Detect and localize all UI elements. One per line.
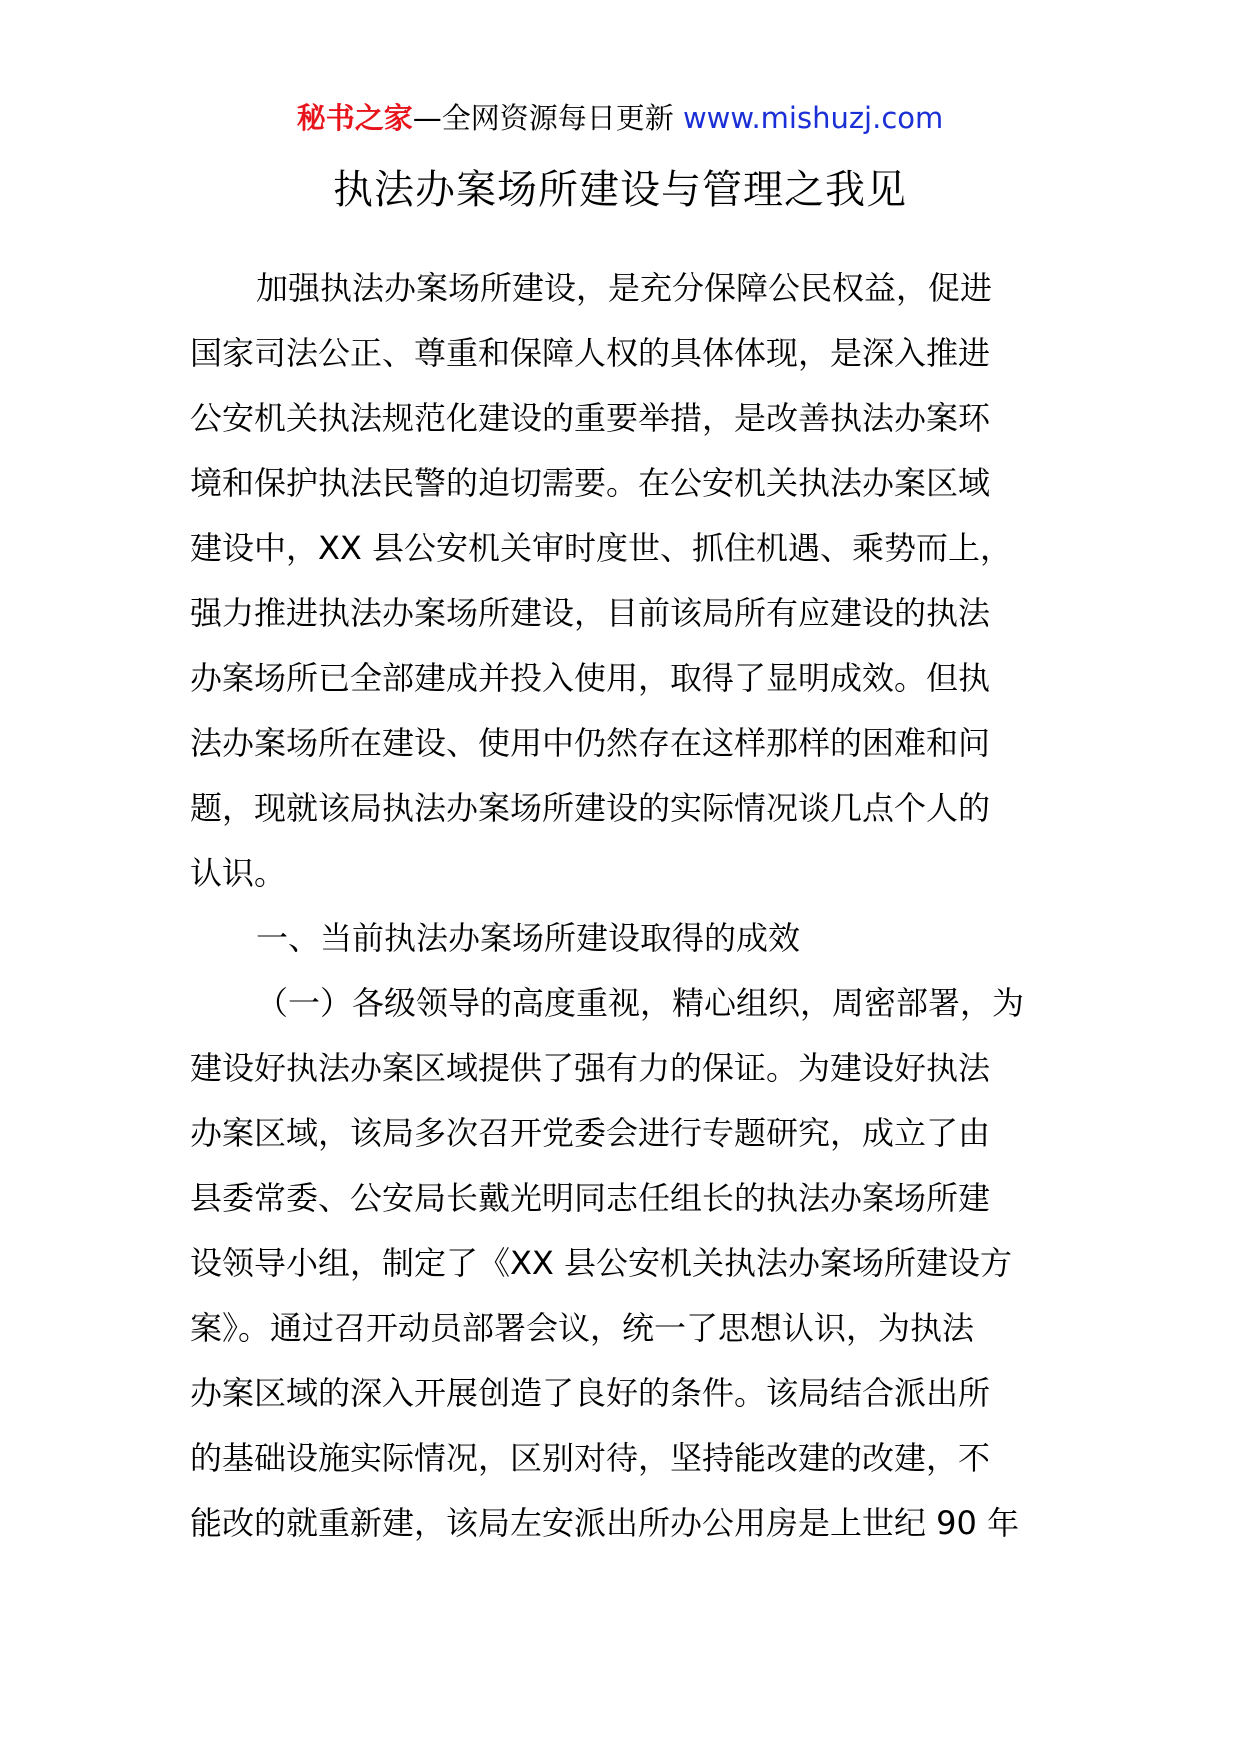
body-paragraph	[190, 971, 1050, 1556]
paragraph-line: 办案区域的深入开展创造了良好的条件。该局结合派出所	[190, 1374, 991, 1412]
intro-paragraph	[190, 256, 1050, 906]
paragraph-line: 办案区域，该局多次召开党委会进行专题研究，成立了由	[190, 1114, 991, 1152]
paragraph-line: 的基础设施实际情况，区别对待，坚持能改建的改建，不	[190, 1439, 991, 1477]
paragraph-line: 案》。通过召开动员部署会议，统一了思想认识，为执法	[190, 1309, 975, 1347]
paragraph-line: 强力推进执法办案场所建设，目前该局所有应建设的执法	[190, 594, 991, 632]
paragraph-line: 国家司法公正、尊重和保障人权的具体体现，是深入推进	[190, 334, 991, 372]
brand-name: 秘书之家	[296, 101, 413, 135]
paragraph-line: 题，现就该局执法办案场所建设的实际情况谈几点个人的	[190, 789, 991, 827]
paragraph-line: 加强执法办案场所建设，是充分保障公民权益，促进	[256, 269, 993, 307]
paragraph-line: 认识。	[190, 854, 287, 892]
document-title: 执法办案场所建设与管理之我见	[333, 167, 907, 213]
paragraph-line: 办案场所已全部建成并投入使用，取得了显明成效。但执	[190, 659, 991, 697]
paragraph-line: 建设中，XX 县公安机关审时度世、抓住机遇、乘势而上，	[190, 529, 1013, 567]
paragraph-line: 能改的就重新建，该局左安派出所办公用房是上世纪 90 年	[190, 1504, 1020, 1542]
header-tagline: —全网资源每日更新	[412, 101, 674, 135]
paragraph-line: 县委常委、公安局长戴光明同志任组长的执法办案场所建	[190, 1179, 991, 1217]
paragraph-line: 法办案场所在建设、使用中仍然存在这样那样的困难和问	[190, 724, 991, 762]
section-heading	[190, 906, 1050, 971]
site-header	[0, 98, 1240, 138]
section-heading-text: 一、当前执法办案场所建设取得的成效	[256, 919, 801, 957]
paragraph-line: 境和保护执法民警的迫切需要。在公安机关执法办案区域	[190, 464, 991, 502]
paragraph-line: 设领导小组，制定了《XX 县公安机关执法办案场所建设方	[190, 1244, 1013, 1282]
site-url-link[interactable]: www.mishuzj.com	[682, 101, 944, 135]
paragraph-line: 公安机关执法规范化建设的重要举措，是改善执法办案环	[190, 399, 991, 437]
paragraph-line: 建设好执法办案区域提供了强有力的保证。为建设好执法	[190, 1049, 991, 1087]
paragraph-line: （一）各级领导的高度重视，精心组织，周密部署，为	[256, 984, 1025, 1022]
